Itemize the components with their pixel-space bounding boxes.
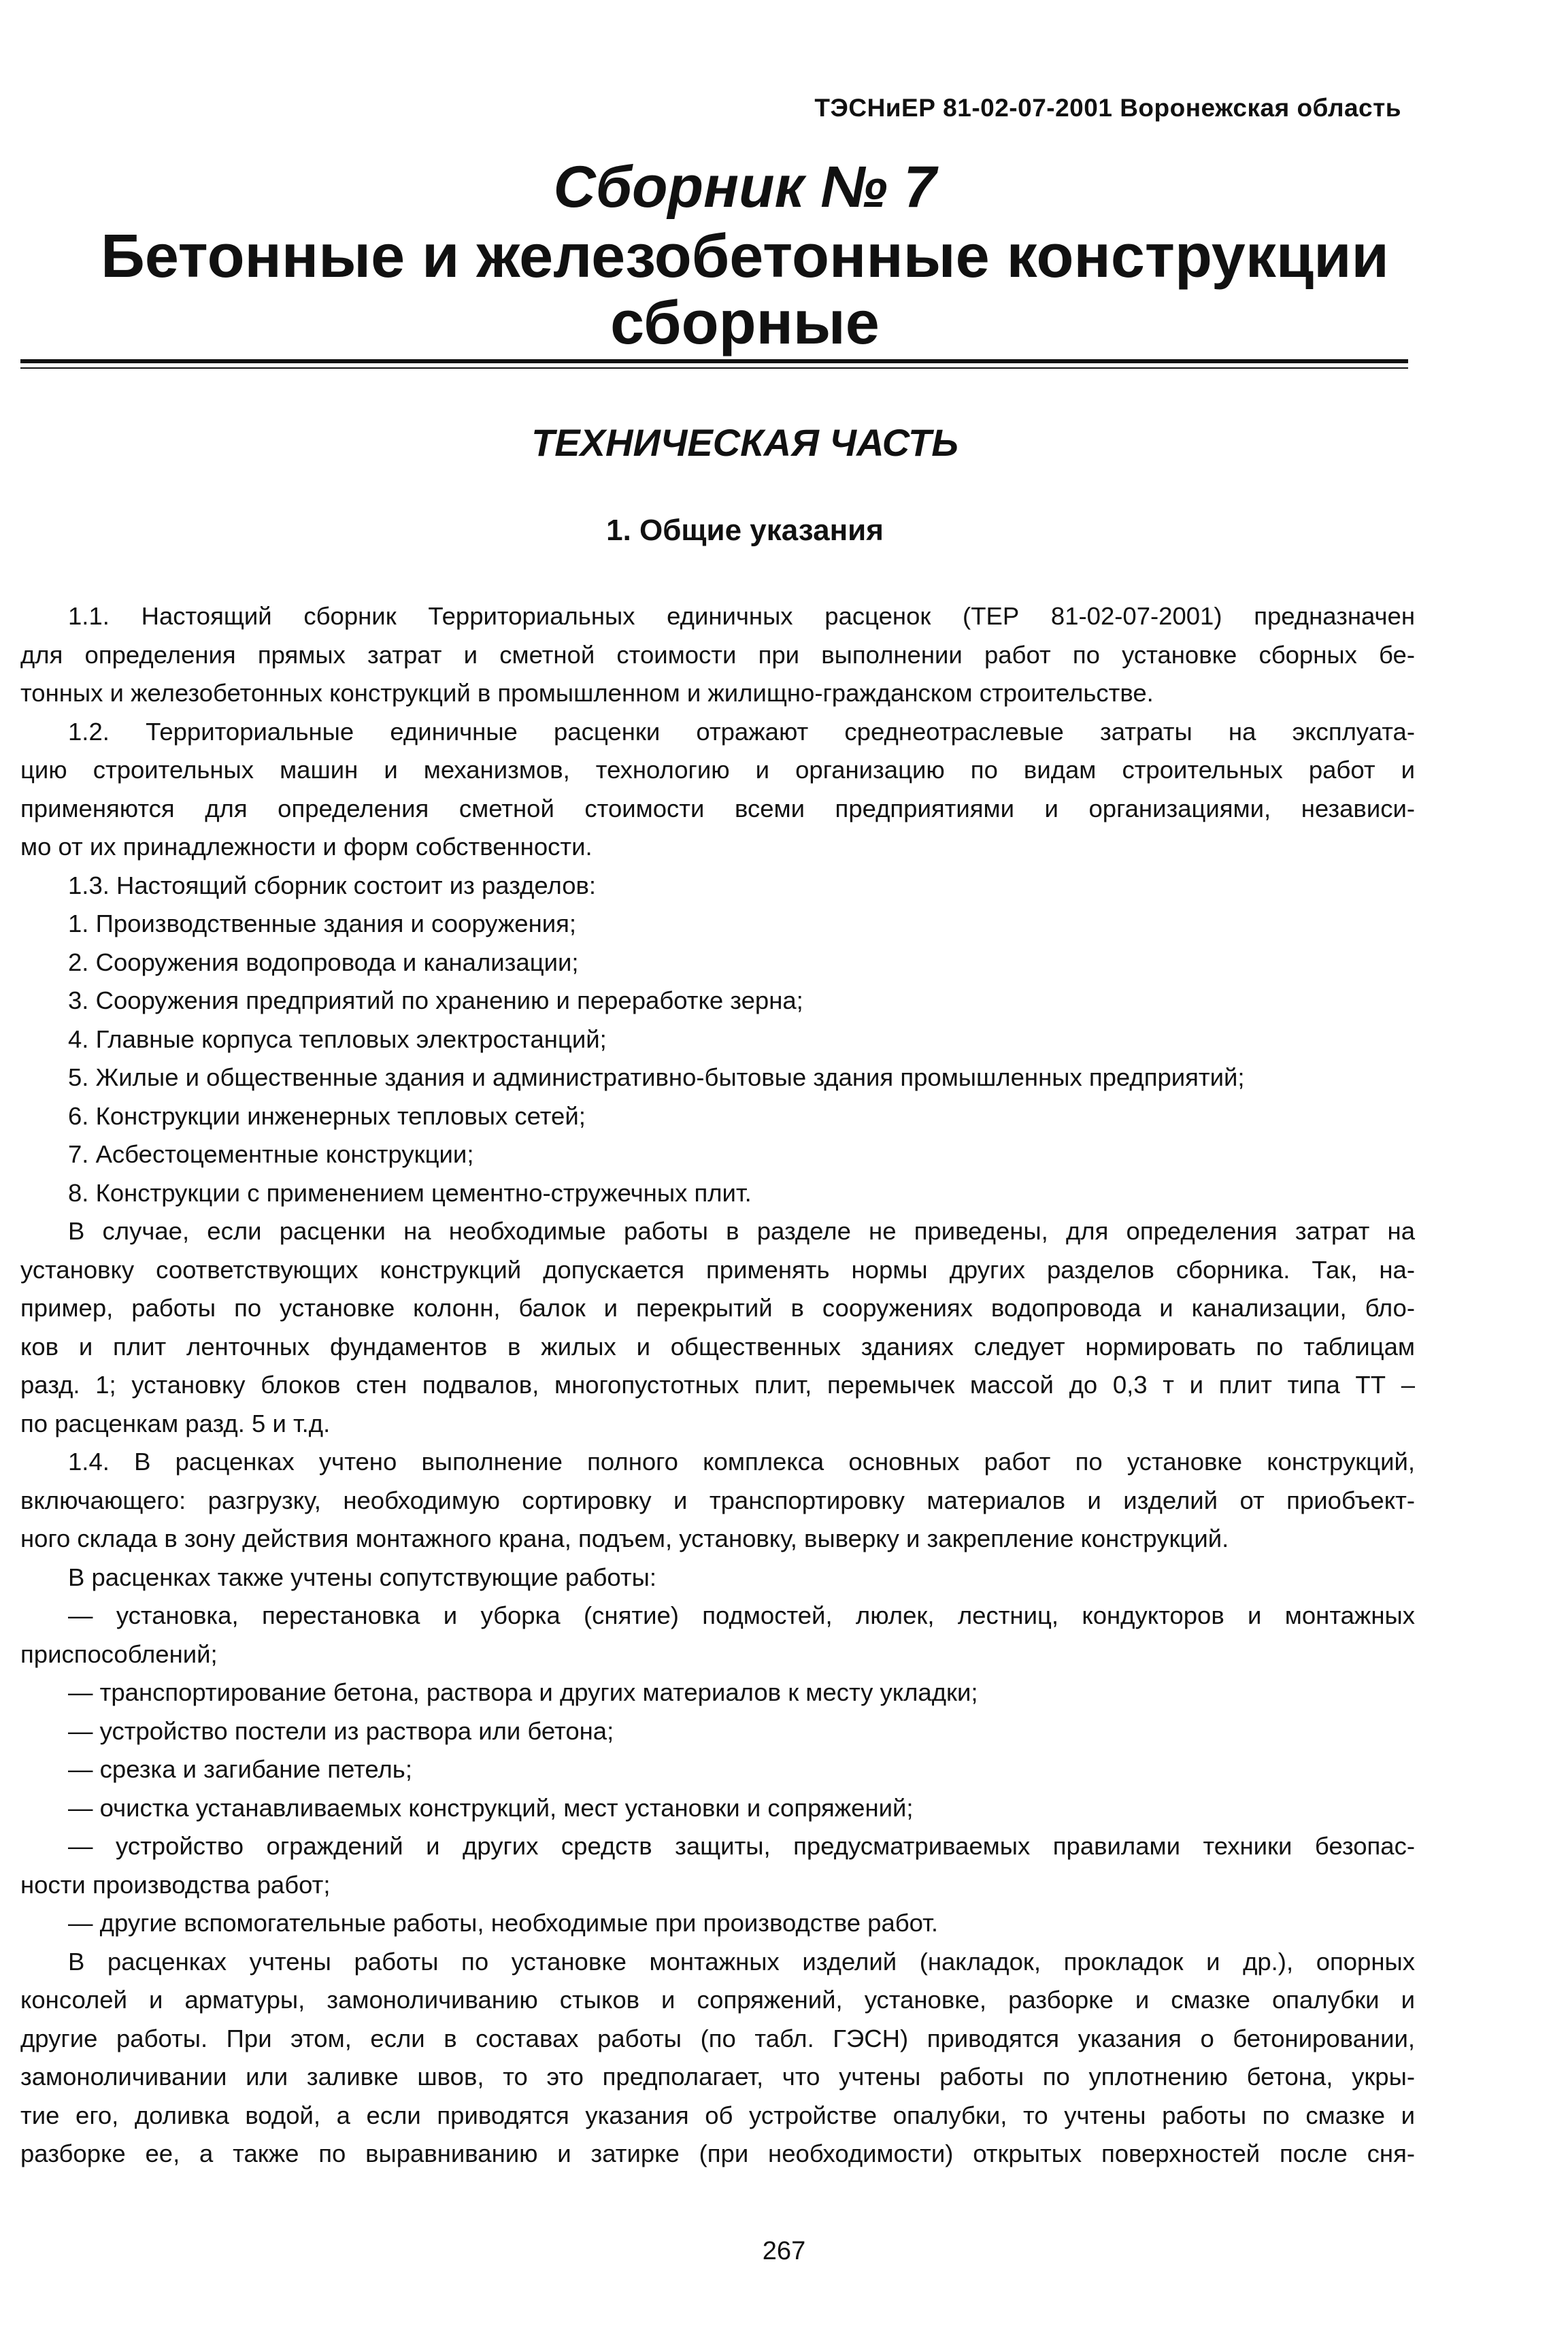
text-line: тие его, доливка водой, а если приводятся указания об устройстве опалубки, то учтены работы по смазке и (20, 2101, 1415, 2129)
text-line: тонных и железобетонных конструкций в промышленном и жилищно-гражданском строительстве. (20, 679, 1154, 707)
text-line: ков и плит ленточных фундаментов в жилых и общественных зданиях следует нормировать по таблицам (20, 1332, 1415, 1361)
text-line: применяются для определения сметной стоимости всеми предприятиями и организациями, независи- (20, 794, 1415, 822)
collection-title-line-2: сборные (610, 289, 880, 357)
text-line: ности производства работ; (20, 1870, 331, 1899)
text-line: другие работы. При этом, если в составах работы (по табл. ГЭСН) приводятся указания о бетонировании, (20, 2024, 1415, 2052)
text-line: 1.1. Настоящий сборник Территориальных единичных расценок (ТЕР 81-02-07-2001) предназначен (68, 602, 1415, 630)
list-item: 4. Главные корпуса тепловых электростанций; (68, 1025, 607, 1053)
list-item: — устройство постели из раствора или бетона; (68, 1716, 614, 1745)
list-item: 6. Конструкции инженерных тепловых сетей; (68, 1101, 586, 1130)
title-divider-thick (20, 359, 1408, 363)
text-line: пример, работы по установке колонн, балок и перекрытий в сооружениях водопровода и канализации, бло- (20, 1294, 1415, 1322)
text-line: разборке ее, а также по выравниванию и затирке (при необходимости) открытых поверхностей после сня- (20, 2140, 1415, 2167)
list-item: — другие вспомогательные работы, необходимые при производстве работ. (68, 1909, 938, 1937)
list-item: 8. Конструкции с применением цементно-стружечных плит. (68, 1178, 752, 1207)
list-item: 5. Жилые и общественные здания и административно-бытовые здания промышленных предприятий; (68, 1063, 1245, 1091)
text-line: установку соответствующих конструкций допускается применять нормы других разделов сборника. Так, на- (20, 1255, 1415, 1284)
collection-number-title: Сборник № 7 (553, 154, 937, 220)
list-item: 3. Сооружения предприятий по хранению и переработке зерна; (68, 986, 803, 1014)
text-line: приспособлений; (20, 1640, 218, 1668)
text-line: 1.4. В расценках учтено выполнение полного комплекса основных работ по установке конструкций, (68, 1448, 1415, 1476)
text-line: В расценках учтены работы по установке монтажных изделий (накладок, прокладок и др.), опорных (68, 1947, 1415, 1976)
text-line: В расценках также учтены сопутствующие работы: (68, 1563, 657, 1591)
list-item: 7. Асбестоцементные конструкции; (68, 1140, 474, 1168)
text-line: включающего: разгрузку, необходимую сортировку и транспортировку материалов и изделий от приобъект- (20, 1486, 1415, 1514)
list-item: — устройство ограждений и других средств защиты, предусматриваемых правилами техники безопас- (68, 1832, 1415, 1860)
text-line: цию строительных машин и механизмов, технологию и организацию по видам строительных работ и (20, 756, 1415, 784)
text-line: ного склада в зону действия монтажного крана, подъем, установку, выверку и закрепление конструкций. (20, 1525, 1229, 1552)
list-item: — установка, перестановка и уборка (снятие) подмостей, люлек, лестниц, кондукторов и монтажных (68, 1601, 1415, 1629)
list-item: 2. Сооружения водопровода и канализации; (68, 948, 579, 976)
list-item: — очистка устанавливаемых конструкций, мест установки и сопряжений; (68, 1793, 914, 1822)
section-heading: 1. Общие указания (606, 514, 884, 547)
document-body (20, 597, 1415, 2174)
text-line: разд. 1; установку блоков стен подвалов, многопустотных плит, перемычек массой до 0,3 т и плит типа ТТ – (20, 1371, 1415, 1399)
list-item: — срезка и загибание петель; (68, 1755, 412, 1783)
text-line: по расценкам разд. 5 и т.д. (20, 1409, 331, 1437)
collection-title-line-1: Бетонные и железобетонные конструкции (101, 222, 1389, 290)
document-code-header: ТЭСНиЕР 81-02-07-2001 Воронежская область (814, 94, 1401, 122)
text-line: замоноличивании или заливке швов, то это предполагает, что учтены работы по уплотнению бетона, укры- (20, 2063, 1415, 2091)
text-line: консолей и арматуры, замоноличиванию стыков и сопряжений, установке, разборке и смазке опалубки и (20, 1986, 1415, 2014)
list-item: — транспортирование бетона, раствора и других материалов к месту укладки; (68, 1678, 978, 1706)
text-line: В случае, если расценки на необходимые работы в разделе не приведены, для определения затрат на (68, 1217, 1415, 1245)
text-line: для определения прямых затрат и сметной стоимости при выполнении работ по установке сборных бе- (20, 640, 1415, 669)
title-divider-thin (20, 367, 1408, 369)
technical-part-heading: ТЕХНИЧЕСКАЯ ЧАСТЬ (531, 421, 958, 464)
page-number: 267 (762, 2237, 806, 2265)
text-line: 1.2. Территориальные единичные расценки отражают среднеотраслевые затраты на эксплуата- (68, 717, 1415, 746)
text-line: мо от их принадлежности и форм собственности. (20, 833, 593, 861)
text-line: 1.3. Настоящий сборник состоит из разделов: (68, 871, 597, 899)
list-item: 1. Производственные здания и сооружения; (68, 910, 577, 937)
